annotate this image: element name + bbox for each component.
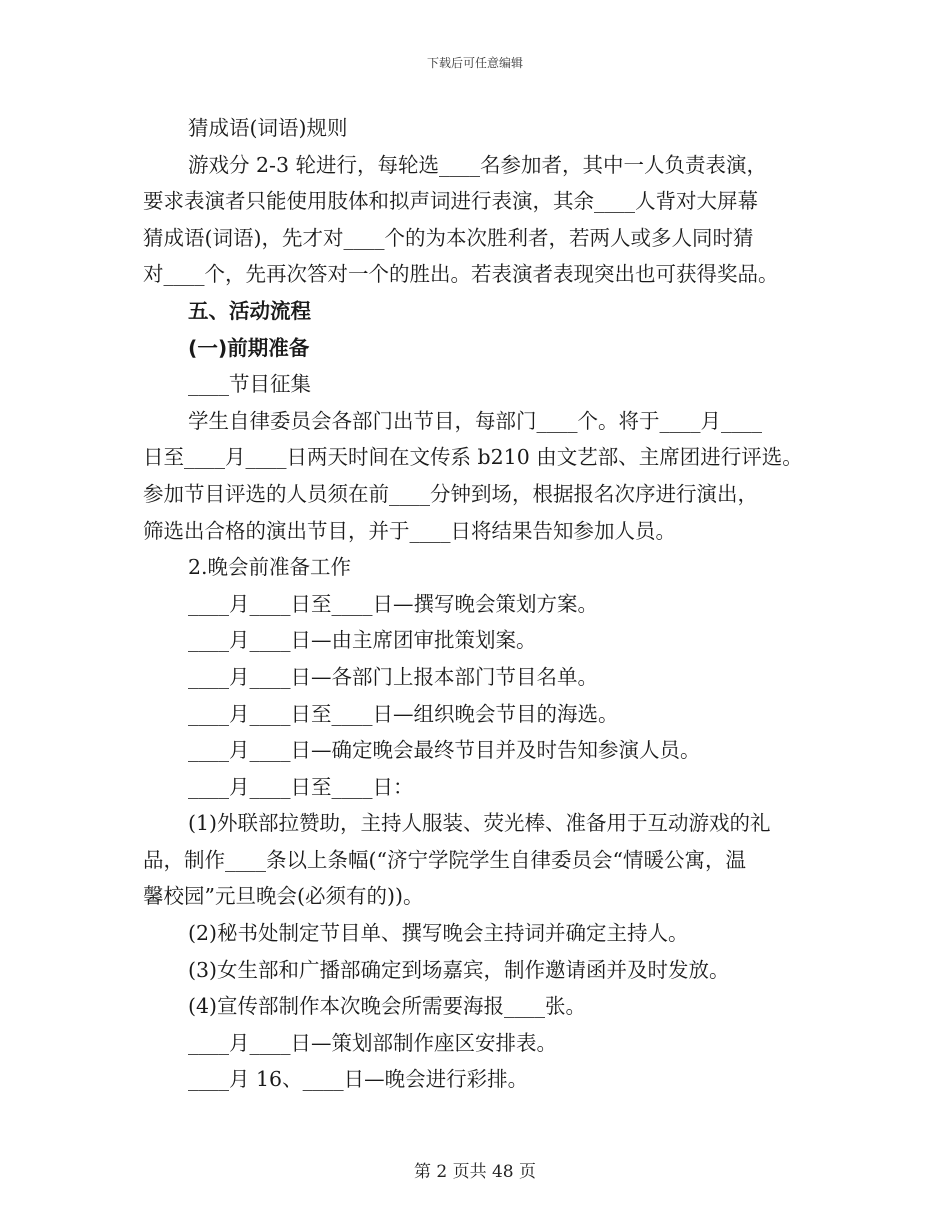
paragraph-line: (2)秘书处制定节目单、撰写晚会主持词并确定主持人。 (188, 921, 689, 946)
paragraph-line: 游戏分 2-3 轮进行，每轮选____名参加者，其中一人负责表演， (188, 152, 768, 177)
section-heading: (一)前期准备 (188, 335, 310, 360)
paragraph-line: 馨校园”元旦晚会(必须有的))。 (143, 884, 424, 909)
paragraph-line: ____月____日—确定晚会最终节目并及时告知参演人员。 (188, 738, 701, 763)
paragraph-line: 对____个，先再次答对一个的胜出。若表演者表现突出也可获得奖品。 (143, 262, 779, 287)
page-header: 下载后可任意编辑 (426, 56, 523, 70)
paragraph-line: 猜成语(词语)规则 (188, 116, 348, 140)
paragraph-line: ____月____日—策划部制作座区安排表。 (188, 1030, 557, 1055)
paragraph-line: 猜成语(词语)，先才对____个的为本次胜利者，若两人或多人同时猜 (143, 225, 754, 250)
paragraph-line: 学生自律委员会各部门出节目，每部门____个。将于____月____ (188, 408, 762, 433)
page-footer: 第 2 页共 48 页 (413, 1162, 537, 1182)
paragraph-line: ____月____日至____日： (188, 774, 414, 799)
paragraph-line: 筛选出合格的演出节目，并于____日将结果告知参加人员。 (143, 518, 676, 543)
paragraph-line: ____月____日至____日—组织晚会节目的海选。 (188, 701, 619, 726)
paragraph-line: (1)外联部拉赞助，主持人服装、荧光棒、准备用于互动游戏的礼 (188, 811, 771, 836)
paragraph-line: ____月____日—各部门上报本部门节目名单。 (188, 664, 598, 689)
paragraph-line: ____月____日—由主席团审批策划案。 (188, 628, 537, 653)
paragraph-line: ____月____日至____日—撰写晚会策划方案。 (188, 591, 598, 616)
paragraph-line: 要求表演者只能使用肢体和拟声词进行表演，其余____人背对大屏幕 (143, 189, 758, 214)
paragraph-line: 2.晚会前准备工作 (188, 555, 352, 580)
paragraph-line: 品，制作____条以上条幅(“济宁学院学生自律委员会“情暖公寓，温 (143, 847, 746, 872)
paragraph-line: (4)宣传部制作本次晚会所需要海报____张。 (188, 994, 587, 1019)
paragraph-line: 参加节目评选的人员须在前____分钟到场，根据报名次序进行演出， (143, 481, 758, 506)
paragraph-line: (3)女生部和广播部确定到场嘉宾，制作邀请函并及时发放。 (188, 957, 730, 982)
paragraph-line: ____月 16、____日—晚会进行彩排。 (188, 1067, 529, 1092)
paragraph-line: ____节目征集 (188, 372, 311, 397)
document-body (143, 110, 823, 1098)
paragraph-line: 日至____月____日两天时间在文传系 b210 由文艺部、主席团进行评选。 (143, 445, 803, 470)
section-heading: 五、活动流程 (188, 298, 311, 323)
